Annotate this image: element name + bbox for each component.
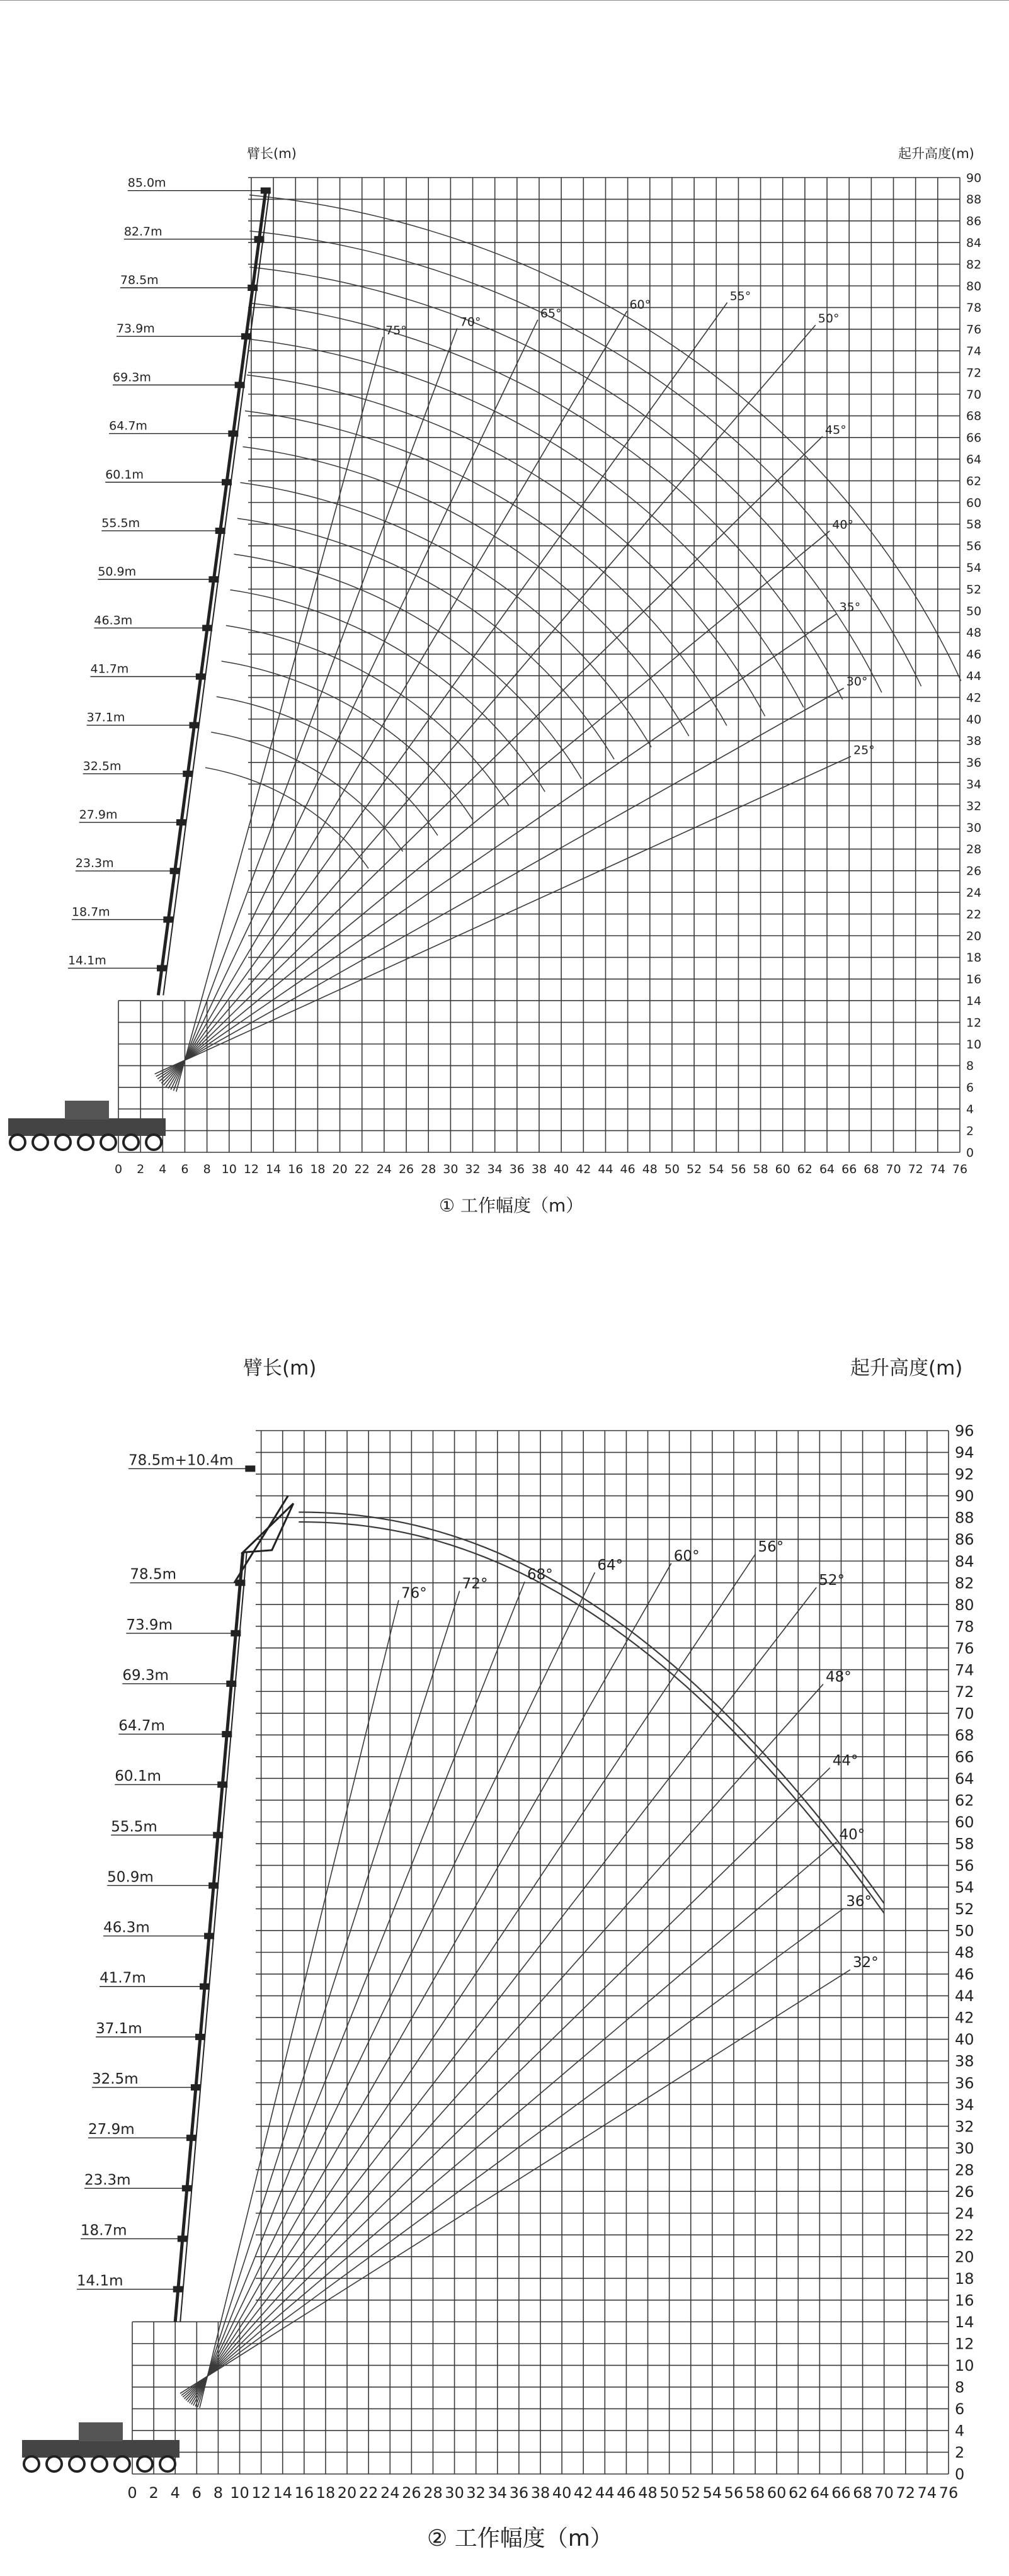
chart1-y-tick: 66 bbox=[966, 431, 982, 445]
chart2-boom-length-label: 37.1m bbox=[96, 2020, 142, 2037]
chart1-y-tick: 84 bbox=[966, 236, 982, 251]
chart2-y-tick: 64 bbox=[955, 1769, 974, 1788]
chart1-y-tick: 60 bbox=[966, 496, 982, 510]
chart1-y-tick: 2 bbox=[966, 1124, 974, 1138]
chart1-x-tick: 20 bbox=[332, 1162, 348, 1176]
chart1-x-tick: 60 bbox=[775, 1162, 790, 1176]
chart2-y-tick: 38 bbox=[955, 2052, 974, 2070]
chart2-cab bbox=[79, 2422, 123, 2441]
chart1-y-tick: 52 bbox=[966, 582, 982, 597]
chart2-x-tick: 34 bbox=[487, 2484, 508, 2502]
chart1-angle-label: 65° bbox=[540, 306, 562, 321]
chart1-boom-arc bbox=[217, 696, 438, 835]
chart1-wheel bbox=[55, 1135, 71, 1150]
chart1-boom-arc bbox=[226, 625, 509, 805]
chart2-boom-length-label: 23.3m bbox=[84, 2172, 131, 2189]
chart1-y-tick: 64 bbox=[966, 453, 982, 467]
chart1-wheel bbox=[123, 1135, 139, 1150]
chart2-y-tick: 20 bbox=[955, 2248, 974, 2266]
chart2-y-tick: 26 bbox=[955, 2182, 974, 2201]
chart2-y-tick: 58 bbox=[955, 1835, 974, 1853]
chart1-x-tick: 58 bbox=[753, 1162, 768, 1176]
chart1-boom-length-label: 46.3m bbox=[94, 613, 133, 628]
chart2-x-tick: 56 bbox=[724, 2484, 744, 2502]
chart1-y-tick: 30 bbox=[966, 820, 982, 835]
chart1-x-tick: 72 bbox=[908, 1162, 923, 1176]
chart1-y-tick: 8 bbox=[966, 1059, 974, 1074]
chart1-y-tick: 76 bbox=[966, 322, 982, 337]
chart2-y-tick: 24 bbox=[955, 2204, 974, 2223]
chart2-boom-length-label: 50.9m bbox=[107, 1869, 154, 1886]
chart1-x-tick: 62 bbox=[797, 1162, 812, 1176]
chart1-boom-length-label: 82.7m bbox=[123, 224, 162, 239]
chart1-angle-label: 55° bbox=[729, 289, 751, 304]
chart1-x-tick: 34 bbox=[487, 1162, 503, 1176]
chart2-x-tick: 12 bbox=[251, 2484, 271, 2502]
chart2-x-tick: 66 bbox=[831, 2484, 851, 2502]
chart1-x-tick: 48 bbox=[642, 1162, 658, 1176]
chart2-x-tick: 16 bbox=[294, 2484, 314, 2502]
chart1-x-tick: 4 bbox=[159, 1162, 167, 1176]
chart1-x-tick: 12 bbox=[243, 1162, 259, 1176]
chart1-boom-length-label: 14.1m bbox=[67, 953, 106, 968]
chart1-boom-length-label: 50.9m bbox=[98, 565, 137, 579]
chart1-y-tick: 86 bbox=[966, 214, 982, 229]
chart2-x-tick: 40 bbox=[552, 2484, 572, 2502]
chart1-angle-ray bbox=[157, 614, 836, 1079]
chart1-boom-arc bbox=[231, 590, 545, 792]
chart2-angle-label: 44° bbox=[832, 1752, 858, 1769]
chart2-y-tick: 62 bbox=[955, 1791, 974, 1810]
chart1-y-tick: 72 bbox=[966, 366, 982, 380]
chart2-y-tick: 44 bbox=[955, 1987, 974, 2006]
chart1-x-tick: 6 bbox=[181, 1162, 189, 1176]
chart2-y-tick: 94 bbox=[955, 1444, 974, 1462]
chart2-angle-ray bbox=[185, 1768, 830, 2399]
chart2-y-tick: 34 bbox=[955, 2096, 974, 2114]
chart1-boom-length-label: 64.7m bbox=[109, 419, 147, 433]
chart2-jib-arc bbox=[299, 1512, 884, 1904]
chart1-x-tick: 54 bbox=[709, 1162, 724, 1176]
chart1-angle-ray bbox=[171, 320, 538, 1090]
chart2-boom-length-label: 55.5m bbox=[111, 1819, 157, 1836]
chart1-range-diagram bbox=[8, 146, 981, 1216]
chart2-x-tick: 6 bbox=[191, 2484, 202, 2502]
chart2-y-tick: 48 bbox=[955, 1944, 974, 1962]
chart1-y-tick: 28 bbox=[966, 843, 982, 857]
chart2-boom-length-label: 41.7m bbox=[100, 1970, 146, 1987]
chart1-y-tick: 90 bbox=[966, 171, 982, 185]
chart1-angle-label: 75° bbox=[385, 324, 407, 338]
chart2-x-tick: 52 bbox=[681, 2484, 701, 2502]
chart2-y-tick: 74 bbox=[955, 1661, 974, 1679]
chart2-y-tick: 12 bbox=[955, 2335, 974, 2353]
chart1-angle-label: 40° bbox=[832, 518, 853, 532]
chart1-angle-label: 25° bbox=[853, 743, 875, 757]
chart1-y-tick: 56 bbox=[966, 539, 982, 553]
chart1-boom-length-label: 37.1m bbox=[86, 710, 125, 725]
chart2-y-tick: 36 bbox=[955, 2074, 974, 2092]
chart2-boom-length-label: 78.5m+10.4m bbox=[128, 1452, 234, 1469]
chart1-x-tick: 38 bbox=[531, 1162, 547, 1176]
chart2-y-tick: 22 bbox=[955, 2226, 974, 2244]
chart1-angle-label: 35° bbox=[839, 600, 861, 615]
chart2-y-tick: 40 bbox=[955, 2031, 974, 2049]
chart2-y-tick: 84 bbox=[955, 1552, 974, 1570]
chart2-angle-label: 32° bbox=[852, 1955, 879, 1972]
chart1-y-tick: 22 bbox=[966, 907, 982, 922]
chart1-x-tick: 56 bbox=[731, 1162, 746, 1176]
chart1-x-tick: 50 bbox=[664, 1162, 680, 1176]
chart1-x-tick: 36 bbox=[509, 1162, 525, 1176]
chart2-angle-lines bbox=[180, 1554, 850, 2408]
chart2-x-tick: 58 bbox=[745, 2484, 765, 2502]
chart1-x-tick: 70 bbox=[886, 1162, 901, 1176]
chart2-x-tick: 62 bbox=[788, 2484, 808, 2502]
chart2-x-tick: 14 bbox=[273, 2484, 293, 2502]
chart2-angle-label: 40° bbox=[839, 1827, 865, 1844]
chart1-x-tick: 8 bbox=[203, 1162, 211, 1176]
chart2-angle-ray bbox=[183, 1842, 836, 2397]
chart1-cab bbox=[65, 1101, 109, 1120]
chart1-y-tick: 78 bbox=[966, 301, 982, 315]
chart1-wheel bbox=[101, 1135, 116, 1150]
chart2-y-tick: 70 bbox=[955, 1705, 974, 1723]
chart1-x-tick: 2 bbox=[137, 1162, 145, 1176]
chart2-angle-ray bbox=[190, 1554, 756, 2403]
chart2-x-tick: 24 bbox=[380, 2484, 400, 2502]
chart2-x-tick: 0 bbox=[127, 2484, 137, 2502]
chart2-angle-ray bbox=[195, 1582, 525, 2407]
chart2-wheel bbox=[69, 2456, 84, 2471]
chart2-y-tick: 86 bbox=[955, 1531, 974, 1549]
chart2-x-tick: 44 bbox=[595, 2484, 615, 2502]
chart1-x-tick: 64 bbox=[819, 1162, 835, 1176]
chart1-boom-length-label: 85.0m bbox=[127, 176, 166, 190]
chart2-x-tick: 38 bbox=[530, 2484, 550, 2502]
chart1-x-tick: 32 bbox=[465, 1162, 481, 1176]
chart1-angle-label: 60° bbox=[629, 298, 651, 312]
chart1-x-tick: 24 bbox=[376, 1162, 392, 1176]
chart1-y-tick: 0 bbox=[966, 1145, 974, 1160]
chart2-wheel bbox=[47, 2456, 62, 2471]
chart2-x-tick: 2 bbox=[149, 2484, 159, 2502]
chart2-y-tick: 72 bbox=[955, 1682, 974, 1701]
chart1-y-tick: 34 bbox=[966, 778, 982, 792]
chart2-y-tick: 10 bbox=[955, 2357, 974, 2375]
chart1-y-tick: 42 bbox=[966, 691, 982, 705]
chart1-boom-arc bbox=[234, 554, 582, 779]
chart2-x-tick: 36 bbox=[509, 2484, 529, 2502]
chart2-x-tick: 74 bbox=[917, 2484, 937, 2502]
chart1-y-tick: 32 bbox=[966, 799, 982, 814]
chart2-x-tick: 70 bbox=[874, 2484, 894, 2502]
chart1-angle-ray bbox=[166, 302, 727, 1087]
chart2-x-tick: 76 bbox=[938, 2484, 959, 2502]
chart1-y-tick: 36 bbox=[966, 756, 982, 770]
chart1-x-tick: 46 bbox=[620, 1162, 636, 1176]
chart1-y-tick: 12 bbox=[966, 1016, 982, 1030]
chart1-y-tick: 18 bbox=[966, 951, 982, 965]
chart1-y-tick: 14 bbox=[966, 994, 982, 1009]
chart1-boom-length-label: 27.9m bbox=[79, 808, 118, 822]
chart2-y-tick: 90 bbox=[955, 1487, 974, 1506]
chart2-y-tick: 8 bbox=[955, 2378, 965, 2397]
chart1-carrier-body bbox=[8, 1118, 166, 1136]
chart1-y-tick: 82 bbox=[966, 258, 982, 272]
chart1-y-tick: 80 bbox=[966, 279, 982, 293]
chart2-y-tick: 56 bbox=[955, 1857, 974, 1875]
chart1-y-tick: 68 bbox=[966, 409, 982, 424]
chart2-boom-length-label: 60.1m bbox=[115, 1768, 161, 1785]
chart1-x-tick: 68 bbox=[864, 1162, 879, 1176]
chart1-y-tick: 50 bbox=[966, 604, 982, 618]
chart2-x-tick: 8 bbox=[213, 2484, 224, 2502]
chart2-angle-label: 60° bbox=[673, 1548, 700, 1565]
chart1-boom-length-label: 55.5m bbox=[101, 516, 140, 530]
chart2-y-tick: 82 bbox=[955, 1574, 974, 1592]
chart2-x-tick: 30 bbox=[445, 2484, 464, 2502]
chart2-boom-length-label: 18.7m bbox=[80, 2222, 127, 2239]
chart2-x-tick: 32 bbox=[466, 2484, 486, 2502]
chart2-wheel bbox=[137, 2456, 152, 2471]
chart2-x-tick: 42 bbox=[573, 2484, 593, 2502]
chart2-y-tick: 66 bbox=[955, 1748, 974, 1766]
chart2-y-tick: 28 bbox=[955, 2161, 974, 2179]
chart1-y-tick: 24 bbox=[966, 886, 982, 900]
chart2-left-title: 臂长(m) bbox=[243, 1357, 317, 1380]
chart1-y-tick: 4 bbox=[966, 1103, 974, 1117]
chart2-y-tick: 54 bbox=[955, 1878, 974, 1897]
chart1-boom-length-label: 23.3m bbox=[75, 856, 114, 871]
chart1-y-tick: 26 bbox=[966, 864, 982, 878]
chart2-y-tick: 18 bbox=[955, 2269, 974, 2288]
chart2-angle-ray bbox=[180, 1970, 850, 2393]
chart2-angle-label: 68° bbox=[527, 1566, 553, 1583]
chart2-angle-label: 76° bbox=[401, 1585, 427, 1602]
chart2-y-tick: 14 bbox=[955, 2313, 974, 2331]
chart1-wheel bbox=[146, 1135, 161, 1150]
chart1-x-tick: 42 bbox=[576, 1162, 591, 1176]
chart2-y-tick: 96 bbox=[955, 1422, 974, 1440]
chart2-y-tick: 30 bbox=[955, 2139, 974, 2157]
chart2-y-tick: 68 bbox=[955, 1726, 974, 1744]
chart1-boom-length-label: 69.3m bbox=[113, 370, 151, 385]
chart2-wheel bbox=[24, 2456, 39, 2471]
chart2-x-tick: 22 bbox=[358, 2484, 379, 2502]
chart1-x-tick: 28 bbox=[421, 1162, 436, 1176]
chart2-boom-length-label: 73.9m bbox=[126, 1616, 173, 1633]
chart1-angle-ray bbox=[155, 756, 851, 1074]
chart2-wheel bbox=[92, 2456, 107, 2471]
chart1-right-title: 起升高度(m) bbox=[898, 146, 974, 161]
chart2-y-tick: 32 bbox=[955, 2118, 974, 2136]
chart1-y-tick: 20 bbox=[966, 929, 982, 943]
chart1-boom-length-label: 78.5m bbox=[120, 273, 159, 288]
chart1-y-tick: 48 bbox=[966, 626, 982, 640]
chart2-x-tick: 10 bbox=[230, 2484, 249, 2502]
chart1-boom-length-label: 41.7m bbox=[90, 662, 129, 676]
chart1-angle-ray bbox=[161, 436, 823, 1083]
chart2-boom-length-label: 78.5m bbox=[130, 1566, 177, 1583]
chart1-y-tick: 54 bbox=[966, 561, 982, 576]
chart2-y-tick: 42 bbox=[955, 2009, 974, 2027]
chart2-boom-length-label: 27.9m bbox=[88, 2121, 135, 2138]
chart1-boom-arc bbox=[243, 447, 689, 736]
chart1-boom-arc bbox=[249, 231, 921, 686]
chart1-angle-ray bbox=[168, 311, 627, 1088]
chart2-x-tick: 20 bbox=[337, 2484, 357, 2502]
chart2-x-tick: 18 bbox=[316, 2484, 336, 2502]
chart2-wheel bbox=[160, 2456, 175, 2471]
chart1-boom-length-label: 32.5m bbox=[83, 759, 122, 773]
chart1-boom-arc bbox=[241, 482, 652, 747]
chart1-y-tick: 10 bbox=[966, 1037, 982, 1052]
chart2-boom-length-label: 64.7m bbox=[118, 1718, 165, 1735]
chart1-x-tick: 14 bbox=[266, 1162, 282, 1176]
chart2-x-tick: 64 bbox=[810, 2484, 829, 2502]
chart1-angle-label: 50° bbox=[818, 312, 840, 326]
chart2-y-tick: 92 bbox=[955, 1465, 974, 1484]
chart2-angle-label: 64° bbox=[597, 1557, 624, 1574]
chart1-angle-label: 45° bbox=[825, 423, 847, 438]
chart2-x-tick: 68 bbox=[853, 2484, 872, 2502]
chart1-x-tick: 74 bbox=[930, 1162, 945, 1176]
chart2-y-tick: 16 bbox=[955, 2291, 974, 2310]
chart1-angle-ray bbox=[164, 325, 816, 1085]
chart1-x-tick: 10 bbox=[221, 1162, 237, 1176]
chart2-y-tick: 6 bbox=[955, 2400, 965, 2419]
chart2-wheel bbox=[115, 2456, 130, 2471]
chart2-y-tick: 52 bbox=[955, 1900, 974, 1919]
chart1-boom-arc bbox=[205, 768, 368, 868]
chart2-y-tick: 78 bbox=[955, 1618, 974, 1636]
chart2-boom-length-label: 32.5m bbox=[92, 2071, 139, 2088]
chart1-y-tick: 62 bbox=[966, 474, 982, 489]
chart2-y-tick: 60 bbox=[955, 1813, 974, 1832]
chart2-y-tick: 2 bbox=[955, 2444, 965, 2462]
chart1-x-tick: 30 bbox=[443, 1162, 459, 1176]
chart2-y-tick: 0 bbox=[955, 2465, 965, 2483]
chart1-y-tick: 46 bbox=[966, 647, 982, 662]
chart1-angle-ray bbox=[173, 329, 457, 1091]
chart2-angle-label: 72° bbox=[462, 1575, 488, 1592]
chart2-angle-ray bbox=[193, 1572, 595, 2405]
chart1-x-tick: 16 bbox=[288, 1162, 304, 1176]
chart1-y-tick: 16 bbox=[966, 972, 982, 987]
chart1-angle-label: 30° bbox=[846, 674, 868, 689]
chart2-y-tick: 76 bbox=[955, 1639, 974, 1657]
chart2-y-tick: 88 bbox=[955, 1509, 974, 1527]
chart1-x-tick: 22 bbox=[354, 1162, 370, 1176]
chart1-caption: ① 工作幅度（m） bbox=[439, 1195, 584, 1216]
chart2-angle-ray bbox=[186, 1684, 823, 2400]
chart1-y-tick: 6 bbox=[966, 1081, 974, 1095]
chart2-x-tick: 26 bbox=[402, 2484, 421, 2502]
chart1-x-tick: 40 bbox=[554, 1162, 569, 1176]
chart2-boom-length-label: 69.3m bbox=[122, 1667, 169, 1684]
chart2-x-tick: 72 bbox=[896, 2484, 916, 2502]
chart2-labels bbox=[77, 1452, 879, 2289]
chart1-y-tick: 40 bbox=[966, 712, 982, 727]
chart2-x-tick: 46 bbox=[617, 2484, 636, 2502]
chart1-wheel bbox=[78, 1135, 93, 1150]
chart2-y-tick: 46 bbox=[955, 1965, 974, 1983]
chart1-x-tick: 52 bbox=[687, 1162, 702, 1176]
chart2-x-tick: 28 bbox=[423, 2484, 443, 2502]
chart1-angle-ray bbox=[176, 337, 383, 1091]
chart2-boom-length-label: 46.3m bbox=[103, 1919, 150, 1936]
chart1-y-tick: 38 bbox=[966, 734, 982, 749]
chart1-left-title: 臂长(m) bbox=[247, 146, 297, 161]
chart2-x-tick: 50 bbox=[659, 2484, 679, 2502]
chart1-y-tick: 74 bbox=[966, 344, 982, 359]
chart1-y-tick: 58 bbox=[966, 518, 982, 532]
chart1-y-tick: 70 bbox=[966, 387, 982, 402]
chart1-boom-arc bbox=[211, 732, 402, 852]
chart1-wheel bbox=[33, 1135, 48, 1150]
chart2-angle-label: 56° bbox=[758, 1538, 784, 1555]
chart1-wheel bbox=[10, 1135, 25, 1150]
chart1-y-tick: 88 bbox=[966, 193, 982, 207]
chart2-right-title: 起升高度(m) bbox=[850, 1357, 963, 1380]
chart1-y-tick: 44 bbox=[966, 669, 982, 684]
chart2-y-tick: 80 bbox=[955, 1596, 974, 1614]
chart2-range-diagram bbox=[22, 1357, 974, 2551]
chart1-x-tick: 76 bbox=[952, 1162, 968, 1176]
chart1-angle-label: 70° bbox=[459, 315, 481, 329]
chart2-angle-label: 48° bbox=[825, 1669, 852, 1686]
chart2-x-tick: 60 bbox=[767, 2484, 787, 2502]
chart1-x-tick: 44 bbox=[598, 1162, 613, 1176]
chart1-boom-length-label: 18.7m bbox=[71, 905, 110, 919]
chart2-y-tick: 4 bbox=[955, 2422, 965, 2440]
chart2-angle-label: 36° bbox=[846, 1893, 872, 1910]
chart1-x-tick: 26 bbox=[398, 1162, 414, 1176]
chart2-caption: ② 工作幅度（m） bbox=[427, 2526, 613, 2551]
chart1-boom-arc bbox=[249, 267, 882, 693]
chart1-x-tick: 0 bbox=[114, 1162, 123, 1176]
chart2-carrier-body bbox=[22, 2440, 180, 2458]
chart2-boom-length-label: 14.1m bbox=[76, 2272, 123, 2289]
chart2-angle-label: 52° bbox=[819, 1572, 845, 1589]
chart2-y-tick: 50 bbox=[955, 1922, 974, 1940]
chart1-boom-length-label: 73.9m bbox=[116, 322, 155, 336]
chart1-boom-length-label: 60.1m bbox=[105, 467, 144, 482]
chart1-x-tick: 66 bbox=[841, 1162, 857, 1176]
chart2-x-tick: 4 bbox=[170, 2484, 180, 2502]
chart1-angle-ray bbox=[156, 688, 844, 1077]
chart1-x-tick: 18 bbox=[310, 1162, 326, 1176]
chart2-x-tick: 48 bbox=[638, 2484, 658, 2502]
chart2-x-tick: 54 bbox=[702, 2484, 722, 2502]
chart2-tick-labels bbox=[127, 1422, 974, 2502]
chart2-boom-arcs bbox=[299, 1512, 884, 1914]
